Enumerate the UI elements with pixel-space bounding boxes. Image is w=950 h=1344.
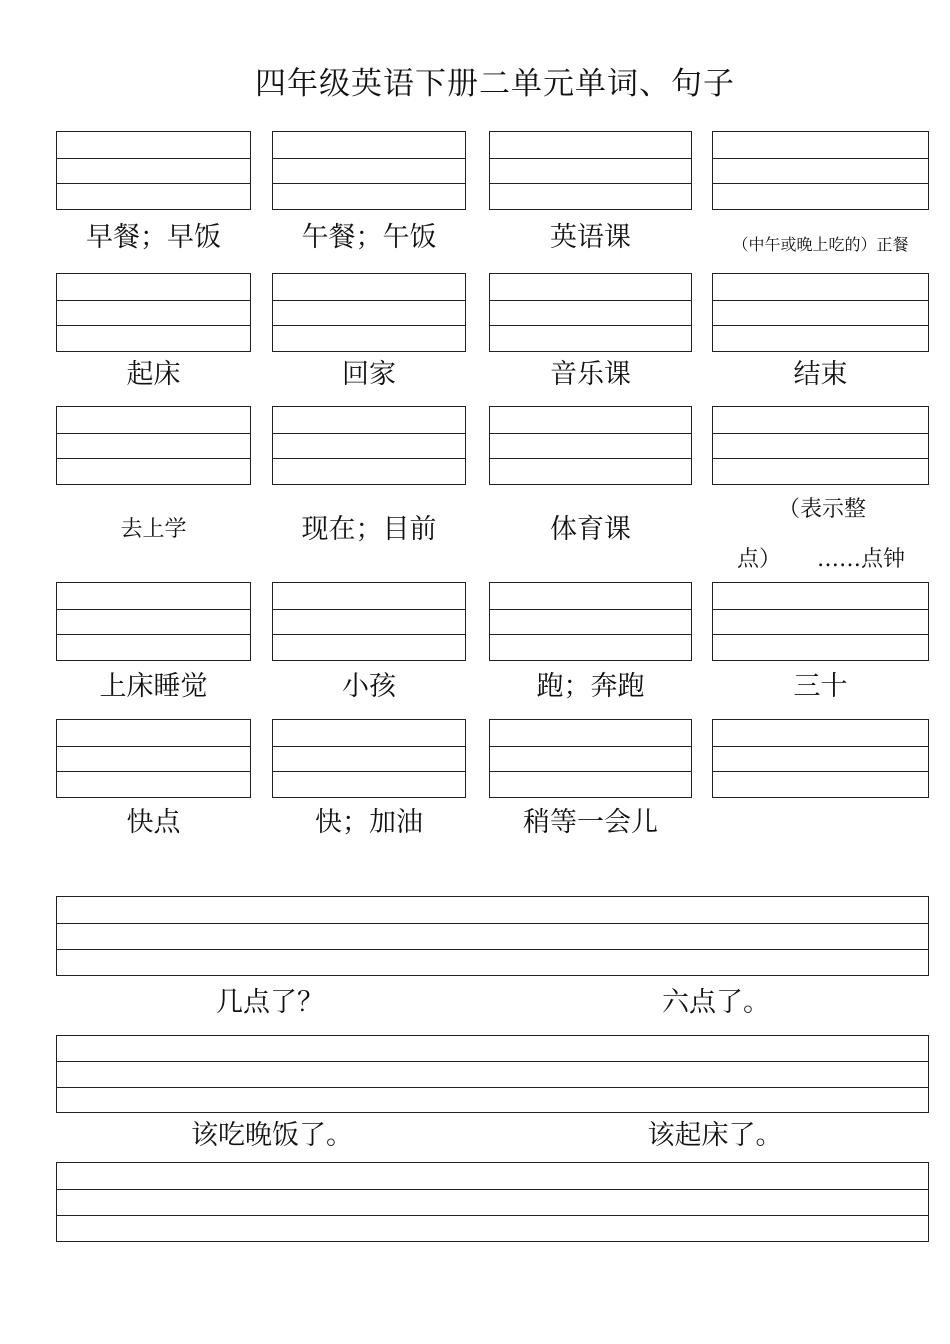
writing-box[interactable]	[712, 582, 929, 661]
writing-box[interactable]	[489, 273, 692, 352]
sentence-label: 该吃晚饭了。	[191, 1120, 353, 1151]
writing-box[interactable]	[56, 719, 251, 798]
sentence-writing-box[interactable]	[56, 1035, 929, 1113]
writing-box[interactable]	[272, 273, 466, 352]
writing-box[interactable]	[272, 719, 466, 798]
sentence-writing-box[interactable]	[56, 896, 929, 976]
word-label-continued: 点）	[737, 547, 782, 572]
writing-box[interactable]	[712, 719, 929, 798]
word-label: 跑；奔跑	[536, 671, 645, 702]
word-label: 三十	[793, 671, 848, 702]
page-title: 四年级英语下册二单元单词、句子	[255, 66, 735, 102]
word-label: 英语课	[550, 222, 631, 253]
word-label: 午餐；午饭	[301, 222, 437, 253]
writing-box[interactable]	[56, 273, 251, 352]
word-label: 小孩	[342, 671, 396, 702]
word-label: 快点	[126, 807, 181, 838]
writing-box[interactable]	[489, 719, 692, 798]
word-label: 快；加油	[315, 807, 423, 838]
sentence-writing-box[interactable]	[56, 1162, 929, 1242]
word-label-continued: ……点钟	[817, 547, 906, 572]
writing-box[interactable]	[489, 131, 692, 210]
writing-box[interactable]	[56, 406, 251, 485]
writing-box[interactable]	[489, 582, 692, 661]
writing-box[interactable]	[712, 273, 929, 352]
word-label: 早餐；早饭	[86, 222, 221, 253]
writing-box[interactable]	[712, 406, 929, 485]
writing-box[interactable]	[272, 131, 466, 210]
word-label: 现在；目前	[301, 514, 437, 545]
writing-box[interactable]	[712, 131, 929, 210]
writing-box[interactable]	[272, 582, 466, 661]
word-label: 去上学	[120, 517, 187, 542]
word-label: （中午或晚上吃的）正餐	[732, 235, 909, 254]
sentence-label: 该起床了。	[647, 1120, 783, 1151]
writing-box[interactable]	[56, 582, 251, 661]
writing-box[interactable]	[56, 131, 251, 210]
writing-box[interactable]	[272, 406, 466, 485]
word-label: 起床	[126, 359, 181, 390]
word-label: （表示整	[778, 497, 867, 522]
word-label: 上床睡觉	[99, 671, 208, 702]
word-label: 音乐课	[550, 359, 631, 390]
word-label: 回家	[342, 359, 396, 390]
writing-box[interactable]	[489, 406, 692, 485]
sentence-label: 六点了。	[662, 987, 770, 1018]
word-label: 结束	[793, 359, 848, 390]
word-label: 体育课	[550, 514, 631, 545]
word-label: 稍等一会儿	[523, 807, 658, 838]
sentence-label: 几点了？	[216, 987, 324, 1018]
